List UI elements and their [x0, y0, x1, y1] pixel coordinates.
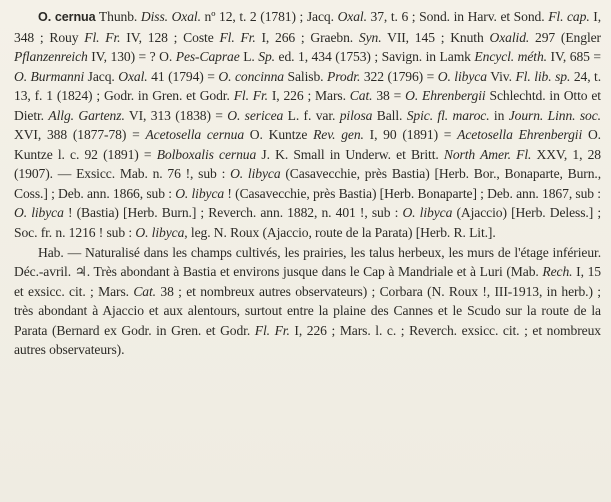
text-run: 37, t. 6 ; Sond. in Harv. et Sond. — [366, 9, 549, 24]
text-run: 38 = — [372, 88, 406, 104]
text-run: Schlechtd. in Otto et Dietr. — [14, 88, 601, 123]
italic-reference: Pes-Caprae — [175, 49, 240, 65]
text-run: nº 12, t. 2 (1781) ; Jacq. — [200, 9, 338, 24]
italic-reference: Acetosella cernua — [145, 127, 245, 143]
italic-reference: Fl. Fr. — [233, 88, 268, 104]
italic-reference: Cat. — [349, 88, 373, 104]
italic-reference: Allg. Gartenz. — [48, 107, 125, 123]
text-run: ed. 1, 434 (1753) ; Savign. in Lamk — [274, 49, 475, 65]
species-name: O. cernua — [38, 10, 96, 24]
text-run: I, 348 ; Rouy — [14, 9, 602, 45]
italic-reference: Journ. Linn. soc. — [508, 107, 601, 123]
italic-reference: Pflanzenreich — [14, 49, 88, 65]
italic-reference: O. libyca — [135, 225, 185, 241]
text-run: J. K. Small in Underw. et Britt. — [256, 146, 444, 162]
italic-reference: Fl. lib. sp. — [515, 68, 571, 84]
italic-reference: O. libyca — [402, 205, 453, 221]
text-run: Hab. — Naturalisé dans les champs cultivés, les prairies, les talus herbeux, les murs de l'étage inférieur. Déc.-avril. ♃. Très abondant à Bastia et environs jusque dans le Cap à Mandriale et à Luri (Mab. — [14, 244, 601, 280]
text-run: L. — [239, 49, 259, 65]
text-run: IV, 130) = ? O. — [87, 49, 176, 65]
text-run: 38 ; et nombreux autres observateurs) ; Corbara (N. Roux !, III-1913, in herb.) ; très abondant à Ajaccio et aux alentours, surtout entre la plaine des Cannes et le Scudo sur la route de la Parata (Bernard ex Godr. in Gren. et Godr. — [14, 283, 601, 338]
text-run: 24, t. 13, f. 1 (1824) ; Godr. in Gren. et Godr. — [14, 68, 602, 104]
text-run: IV, 128 ; Coste — [120, 29, 220, 45]
text-run: O. Kuntze — [244, 127, 314, 143]
italic-reference: Sp. — [258, 49, 275, 65]
italic-reference: Rev. gen. — [313, 127, 364, 143]
italic-reference: Syn. — [358, 29, 382, 45]
text-run: Salisb. — [283, 68, 328, 84]
italic-reference: O. Ehrenbergii — [405, 88, 486, 104]
synonymy-paragraph — [14, 7, 601, 243]
text-run: , leg. N. Roux (Ajaccio, route de la Parata) [Herb. R. Lit.]. — [184, 225, 496, 241]
text-run: O. Kuntze l. c. 92 (1891) = — [14, 127, 601, 162]
habitat-paragraph — [14, 243, 601, 360]
italic-reference: O. libyca — [230, 166, 281, 182]
text-run: VII, 145 ; Knuth — [381, 29, 490, 45]
text-run: VI, 313 (1838) = — [124, 107, 228, 123]
text-run: ! (Casavecchie, près Bastia) [Herb. Bonaparte] ; Deb. ann. 1867, sub : — [224, 185, 601, 201]
italic-reference: Oxal. — [337, 9, 367, 24]
text-run: IV, 685 = — [546, 49, 601, 65]
italic-reference: Oxal. — [118, 68, 148, 84]
italic-reference: Bolboxalis cernua — [156, 146, 257, 162]
text-run: I, 266 ; Graebn. — [255, 29, 359, 45]
italic-reference: Fl. Fr. — [84, 29, 121, 45]
text-run: (Casavecchie, près Bastia) [Herb. Bor., Bonaparte, Burn., Coss.] ; Deb. ann. 1866, sub : — [14, 166, 602, 201]
italic-reference: Encycl. méth. — [474, 49, 547, 65]
italic-reference: O. libyca — [437, 68, 487, 84]
italic-reference: Fl. Fr. — [219, 29, 256, 45]
italic-reference: Diss. Oxal. — [140, 9, 201, 24]
italic-reference: Prodr. — [327, 68, 361, 84]
italic-reference: North Amer. Fl. — [443, 146, 532, 162]
italic-reference: Spic. fl. maroc. — [406, 107, 490, 123]
text-run: in — [489, 107, 509, 123]
italic-reference: O. sericea — [227, 107, 284, 123]
text-run: L. f. var. — [283, 107, 340, 123]
text-run: Viv. — [486, 68, 516, 84]
italic-reference: O. concinna — [218, 68, 284, 84]
italic-reference: O. libyca — [175, 185, 225, 201]
italic-reference: Rech. — [542, 264, 573, 280]
text-run: XVI, 388 (1877-78) = — [14, 127, 146, 143]
italic-reference: pilosa — [339, 107, 373, 123]
italic-reference: Oxalid. — [489, 29, 530, 45]
text-run: Jacq. — [84, 68, 119, 84]
italic-reference: Acetosella Ehrenbergii — [457, 127, 583, 143]
text-run: I, 226 ; Mars. l. c. ; Reverch. exsicc. cit. ; et nombreux autres observateurs). — [14, 322, 601, 358]
italic-reference: Fl. Fr. — [254, 322, 290, 338]
italic-reference: Fl. cap. — [548, 9, 590, 24]
text-run: (Ajaccio) [Herb. Deless.] ; Soc. fr. n. 1216 ! sub : — [14, 205, 601, 241]
text-run: Thunb. — [95, 9, 141, 24]
text-run: 297 (Engler — [529, 29, 601, 45]
text-run: I, 15 et exsicc. cit. ; Mars. — [14, 264, 601, 299]
text-block — [14, 7, 601, 360]
text-run: 41 (1794) = — [147, 68, 219, 84]
text-run: XXV, 1, 28 (1907). — Exsicc. Mab. n. 76 !, sub : — [14, 146, 601, 182]
italic-reference: Cat. — [133, 283, 156, 299]
italic-reference: O. libyca — [14, 205, 64, 221]
text-run: Ball. — [372, 107, 407, 123]
text-run: ! (Bastia) [Herb. Burn.] ; Reverch. ann. 1882, n. 401 !, sub : — [63, 205, 403, 221]
text-run: I, 226 ; Mars. — [267, 88, 350, 104]
italic-reference: O. Burmanni — [14, 68, 85, 84]
text-run: I, 90 (1891) = — [363, 127, 458, 143]
text-run: 322 (1796) = — [360, 68, 438, 84]
